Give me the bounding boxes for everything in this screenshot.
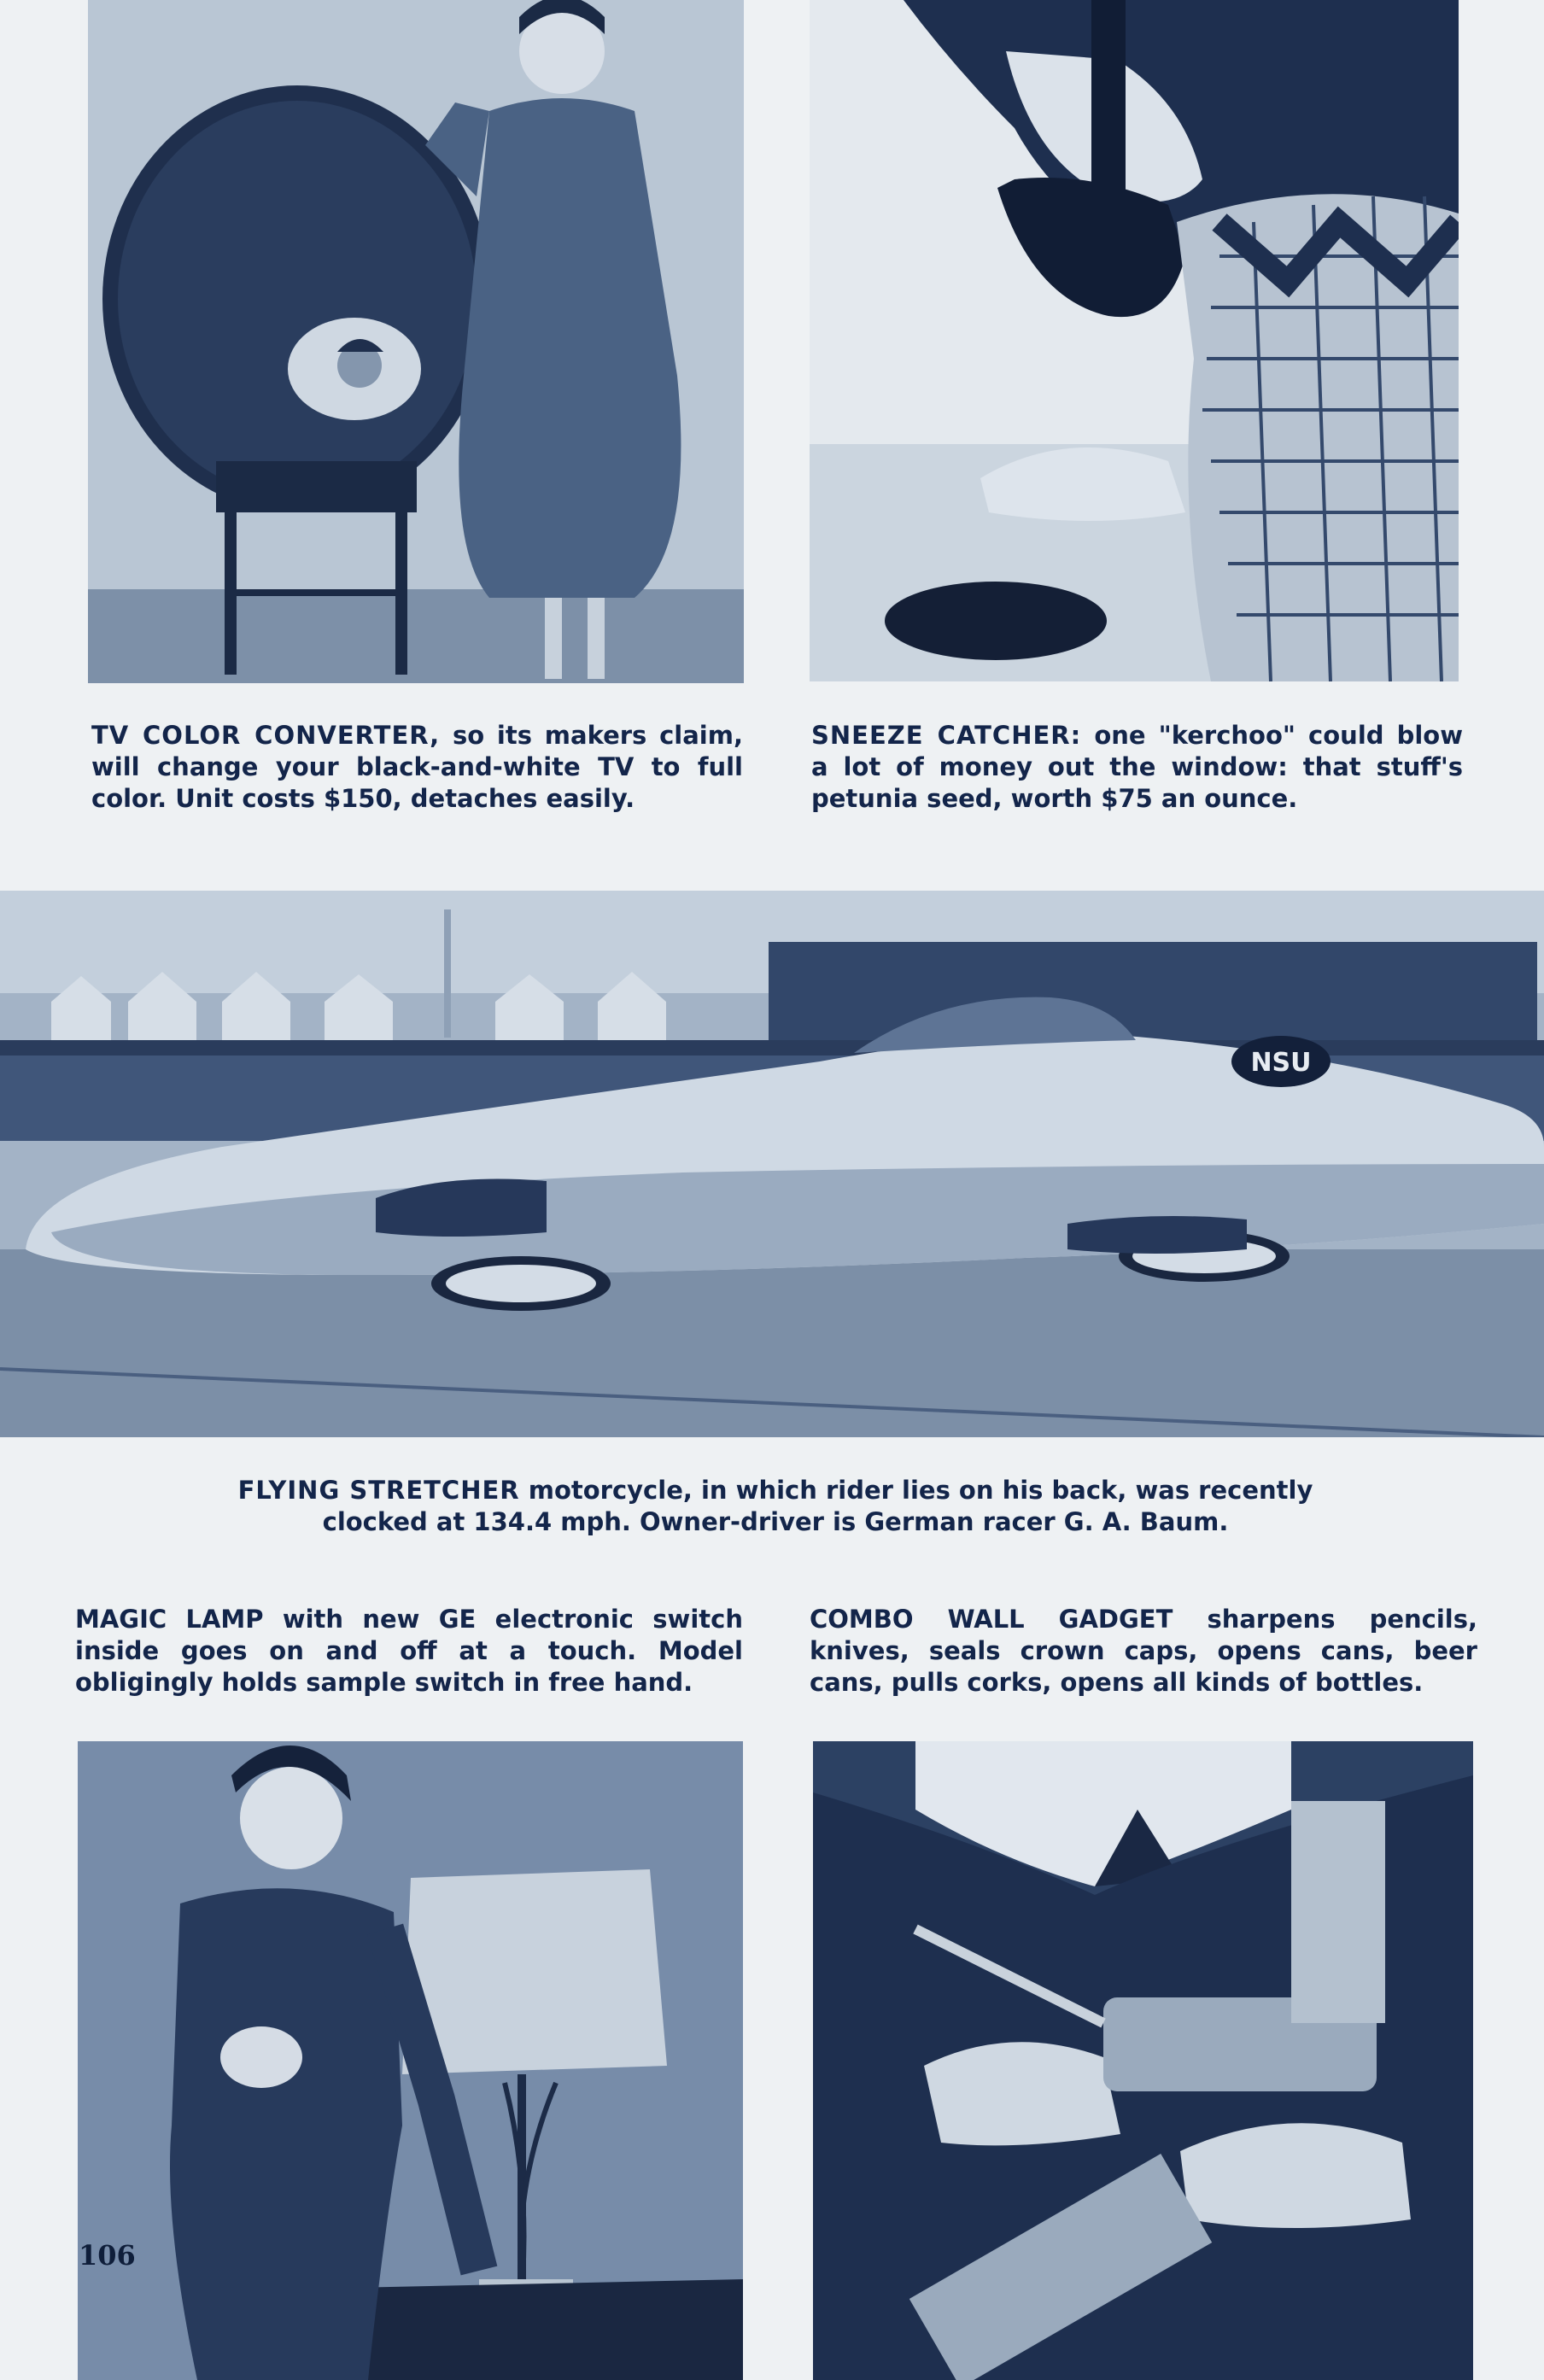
caption-lead: FLYING STRETCHER: [237, 1476, 520, 1505]
page-number: 106: [79, 2239, 136, 2272]
caption-lead: COMBO WALL GADGET: [810, 1605, 1173, 1634]
caption-lead: TV COLOR CONVERTER,: [91, 721, 441, 750]
caption-lead: MAGIC LAMP: [75, 1605, 264, 1634]
combo-wall-gadget-photo: [813, 1741, 1473, 2380]
caption-body: so its makers claim, will change your black-and-white TV to full color. Unit costs $150, detaches easily.: [91, 721, 743, 813]
caption-body: motorcycle, in which rider lies on his back, was recently clocked at 134.4 mph. Owner-driver is German racer G. A. Baum.: [322, 1476, 1313, 1536]
sneeze-catcher-caption: [811, 720, 1463, 815]
nsu-logo-text: NSU: [1250, 1048, 1312, 1078]
combo-wall-gadget-caption: [810, 1604, 1477, 1699]
magic-lamp-caption: [75, 1604, 743, 1699]
caption-body: sharpens pencils, knives, seals crown caps, opens cans, beer cans, pulls corks, opens all kinds of bottles.: [810, 1605, 1477, 1697]
caption-body: one "kerchoo" could blow a lot of money out the window: that stuff's petunia seed, worth $75 an ounce.: [811, 721, 1463, 813]
caption-lead: SNEEZE CATCHER:: [811, 721, 1082, 750]
flying-stretcher-caption: [215, 1475, 1336, 1538]
flying-stretcher-photo: [0, 891, 1544, 1437]
magic-lamp-photo: [78, 1741, 743, 2380]
tv-converter-caption: [91, 720, 743, 815]
tv-converter-photo: [88, 0, 744, 683]
sneeze-catcher-photo: [810, 0, 1459, 681]
caption-body: with new GE electronic switch inside goes on and off at a touch. Model obligingly holds sample switch in free hand.: [75, 1605, 743, 1697]
